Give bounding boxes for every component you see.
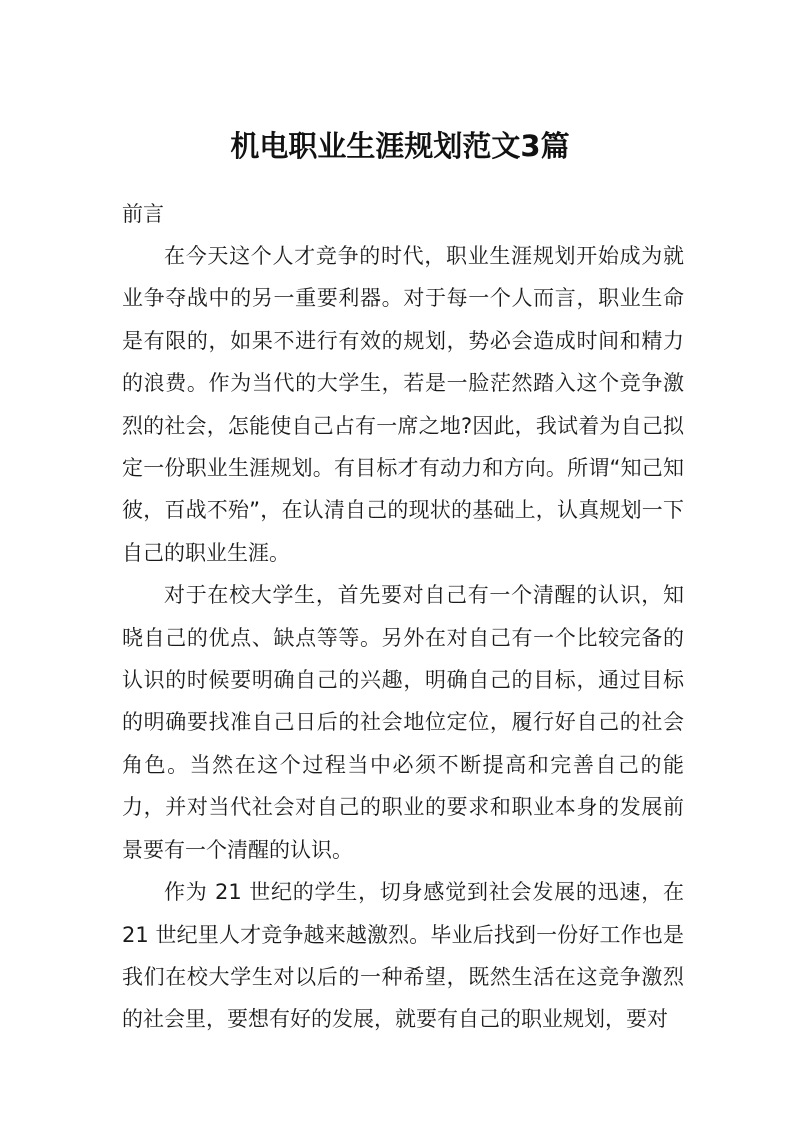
- document-body: [122, 235, 684, 1041]
- paragraph: 在今天这个人才竞争的时代，职业生涯规划开始成为就业争夺战中的另一重要利器。对于每一个人而言，职业生命是有限的，如果不进行有效的规划，势必会造成时间和精力的浪费。作为当代的大学生，若是一脸茫然踏入这个竞争激烈的社会，怎能使自己占有一席之地?因此，我试着为自己拟定一份职业生涯规划。有目标才有动力和方向。所谓“知己知彼，百战不殆”，在认清自己的现状的基础上，认真规划一下自己的职业生涯。: [122, 244, 684, 565]
- section-label: 前言: [122, 202, 164, 226]
- paragraph: 作为 21 世纪的学生，切身感觉到社会发展的迅速，在 21 世纪里人才竞争越来越激烈。毕业后找到一份好工作也是我们在校大学生对以后的一种希望，既然生活在这竞争激烈的社会里，要想有好的发展，就要有自己的职业规划，要对: [122, 880, 684, 1032]
- paragraph: 对于在校大学生，首先要对自己有一个清醒的认识，知晓自己的优点、缺点等等。另外在对自己有一个比较完备的认识的时候要明确自己的兴趣，明确自己的目标，通过目标的明确要找准自己日后的社会地位定位，履行好自己的社会角色。当然在这个过程当中必须不断提高和完善自己的能力，并对当代社会对自己的职业的要求和职业本身的发展前景要有一个清醒的认识。: [122, 583, 684, 862]
- document-title: 机电职业生涯规划范文3篇: [230, 129, 570, 163]
